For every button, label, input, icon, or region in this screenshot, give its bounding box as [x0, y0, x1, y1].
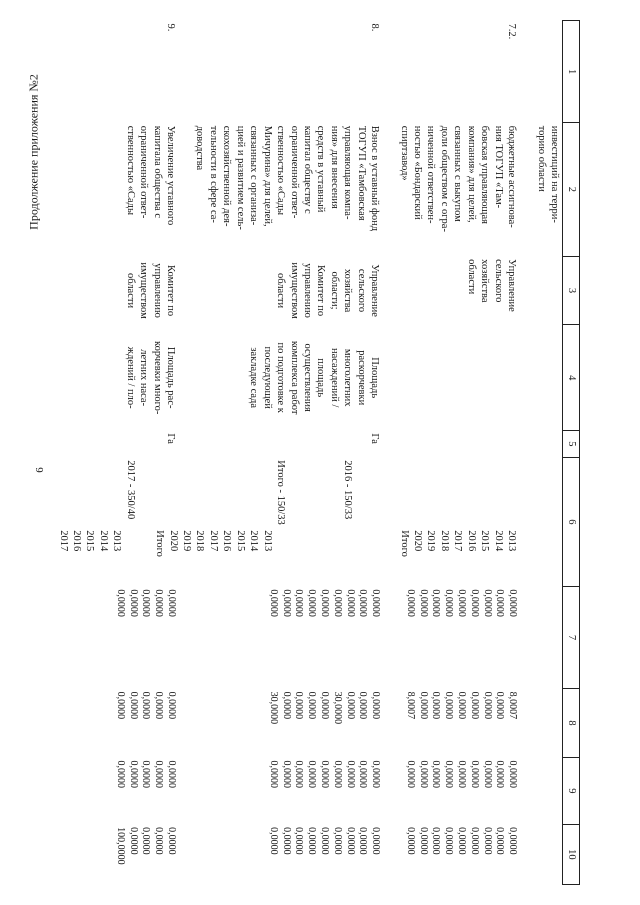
row-period: [57, 457, 178, 586]
header-col-1: 1: [563, 21, 580, 123]
row-indicator: Площадь раскорчевки многолетних насаждений / площадь осуществления комплекса работ по подготовке к последующей закладке сада: [248, 340, 381, 415]
row-executor: Управление сельского хозяйства области: [465, 259, 518, 312]
continuation-title: Продолжение приложения №2: [26, 74, 41, 230]
row-years: 2013 2014 2015 2016 2017 2018 2019 2020 Итого: [398, 530, 518, 557]
row-years: 2013 2014 2015 2016 2017 2018 2019 2020 Итого: [154, 530, 273, 557]
row-col7: 0,0000 0,0000 0,0000 0,0000 0,0000: [114, 589, 178, 617]
row-name: бюджетные ассигнова- ния ТОГУП «Там- бовская управляющая компания» для целей, связанных с выкупом доли обществом с огра- ниченной ответствен- ностью «Бондарский спиртзавод»: [398, 125, 518, 232]
row-unit: Га: [369, 433, 381, 444]
row-col8: 8,0007 0,0000 0,0000 0,0000 0,0000 0,0000 0,0000 0,0000 8,0007: [404, 691, 519, 720]
row-unit: Га: [165, 433, 177, 444]
header-col-4: 4: [563, 325, 580, 430]
row-period: [154, 457, 382, 586]
row-col7: 0,0000 0,0000 0,0000 0,0000 0,0000 0,0000 0,0000 0,0000 0,0000: [267, 589, 382, 617]
row-col8: 0,0000 0,0000 0,0000 30,0000 0,0000 0,0000 0,0000 0,0000 30,0000: [267, 691, 382, 725]
page-number: 6: [34, 467, 46, 473]
row-period: [396, 457, 519, 586]
header-col-6: 6: [563, 457, 580, 586]
table-header-row: [563, 21, 580, 885]
rotated-table-block: [57, 20, 580, 885]
row-col9: 0,0000 0,0000 0,0000 0,0000 0,0000 0,0000 0,0000 0,0000 0,0000: [267, 760, 382, 788]
row-number: 9.: [165, 23, 177, 32]
row-period: 2017 - 350/40 2013 2014 2015 2016 2017: [57, 460, 136, 552]
row-col7: 0,0000 0,0000 0,0000 0,0000 0,0000 0,0000 0,0000 0,0000 0,0000: [404, 589, 519, 617]
row-col10: 0,0000 0,0000 0,0000 0,0000 100,0000: [114, 827, 178, 865]
intro-text: инвестиций на терри- торию области: [535, 125, 560, 223]
header-col-10: 10: [563, 824, 580, 884]
table-row-7-2: [396, 21, 519, 885]
row-number: 8.: [369, 23, 381, 32]
row-number: 7.2.: [506, 23, 518, 40]
row-indicator: [396, 325, 519, 430]
row-col10: 0,0000 0,0000 0,0000 0,0000 0,0000 0,0000 0,0000 0,0000 0,0000: [267, 827, 382, 855]
row-unit: [396, 430, 519, 457]
row-col10: 0,0000 0,0000 0,0000 0,0000 0,0000 0,0000 0,0000 0,0000 0,0000: [404, 827, 519, 855]
header-col-7: 7: [563, 586, 580, 688]
header-col-8: 8: [563, 689, 580, 758]
row-name: Взнос в уставный фонд ТОГУП «Тамбовская управляющая компа- ния» для внесения средств в уставный капитал обществу с ограниченной ответ- ственностью «Сады Мичурина» для целей, связанных с организа- цией и развитием сель- скохозяйственной дея- тельности в сфере са- доводства: [194, 125, 381, 232]
header-col-2: 2: [563, 123, 580, 256]
row-col8: 0,0000 0,0000 0,0000 0,0000 0,0000: [114, 691, 178, 720]
table-row-8: [192, 21, 382, 885]
header-col-5: 5: [563, 430, 580, 457]
row-indicator: Площадь рас- корчевки много- летних наса- ждений / пло-: [124, 341, 177, 415]
row-col9: 0,0000 0,0000 0,0000 0,0000 0,0000 0,0000 0,0000 0,0000 0,0000: [404, 760, 519, 788]
row-name: Увеличение уставного капитала общества с ограниченной ответ- ственностью «Сады: [124, 125, 177, 226]
header-col-3: 3: [563, 256, 580, 325]
row-executor: Управление сельского хозяйства области; Комитет по управлению имуществом области: [275, 262, 381, 319]
table-row-intro: [533, 21, 562, 885]
row-period: 2016 - 150/33 Итого - 150/33 2013 2014 2015 2016 2017 2018 2019 2020 Итого: [154, 460, 354, 557]
row-executor: Комитет по управлению имуществом области: [124, 262, 177, 319]
appendix-table: [57, 20, 580, 885]
header-col-9: 9: [563, 757, 580, 824]
table-row-9: [112, 21, 178, 885]
row-years: 2013 2014 2015 2016 2017: [57, 530, 123, 552]
row-col9: 0,0000 0,0000 0,0000 0,0000 0,0000: [114, 760, 178, 788]
